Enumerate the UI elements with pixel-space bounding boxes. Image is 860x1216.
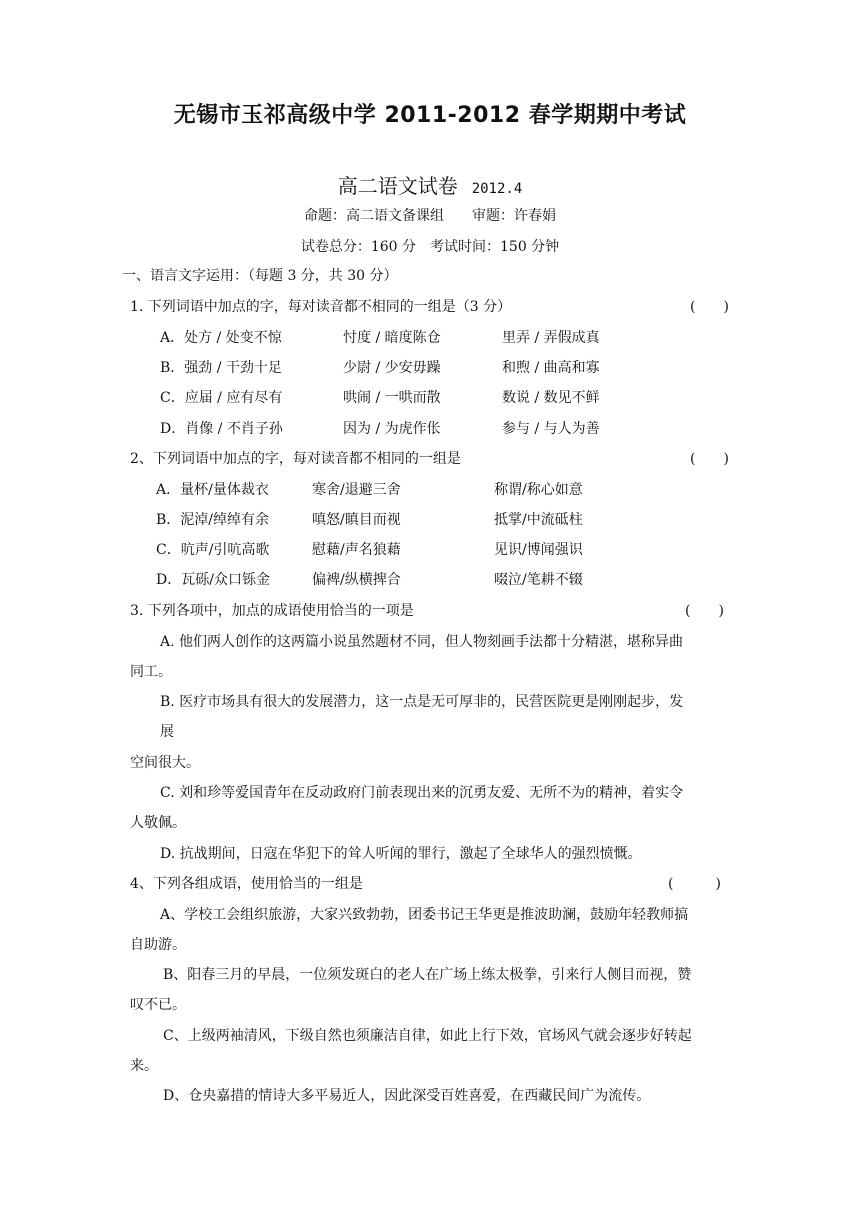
section-heading: 一、语言文字运用：（每题 3 分，共 30 分） [122,268,398,284]
question-2-stem: 2、下列词语中加点的字，每对读音都不相同的一组是 [130,451,461,467]
q1-option-d-1: D．肖像 / 不肖子孙 [160,421,283,437]
q2-option-c-2: 慰藉/声名狼藉 [312,542,401,558]
q2-option-c-3: 见识/博闻强识 [494,542,583,558]
authors-line: 命题：高二语文备课组 审题：许春娟 [304,208,556,224]
q3-option-d-line-1: D. 抗战期间，日寇在华犯下的耸人听闻的罪行，激起了全球华人的强烈愤慨。 [160,846,642,862]
q2-option-a-3: 称谓/称心如意 [494,482,583,498]
q4-option-a-line-1: A、学校工会组织旅游，大家兴致勃勃，团委书记王华更是推波助澜，鼓励年轻教师搞 [160,907,689,923]
q2-option-d-3: 啜泣/笔耕不辍 [494,572,583,588]
q4-option-d-line-1: D、仓央嘉措的情诗大多平易近人，因此深受百姓喜爱，在西藏民间广为流传。 [163,1088,651,1104]
q2-option-b-2: 嗔怒/瞋目而视 [312,512,401,528]
question-1-answer-blank: ( ) [690,299,729,315]
q1-option-b-3: 和煦 / 曲高和寡 [502,360,600,376]
q1-option-a-1: A．处方 / 处变不惊 [160,330,282,346]
q2-option-c-1: C．吭声/引吭高歌 [156,542,270,558]
q2-option-a-1: A．量杯/量体裁衣 [156,482,269,498]
q4-option-c-line-1: C、上级两袖清风，下级自然也须廉洁自律，如此上行下效，官场风气就会逐步好转起 [163,1028,692,1044]
q1-option-a-2: 忖度 / 暗度陈仓 [343,330,441,346]
q4-option-b-line-2: 叹不已。 [130,997,186,1013]
q3-option-a-line-1: A. 他们两人创作的这两篇小说虽然题材不同，但人物刻画手法都十分精湛，堪称异曲 [160,634,684,650]
paper-subtitle [0,170,860,199]
question-4-stem: 4、下列各组成语，使用恰当的一组是 [130,876,363,892]
q1-option-d-3: 参与 / 与人为善 [502,421,600,437]
q3-option-c-line-2: 人敬佩。 [130,815,186,831]
q2-option-a-2: 寒舍/退避三舍 [312,482,401,498]
q1-option-c-3: 数说 / 数见不鲜 [502,390,600,406]
q4-option-b-line-1: B、阳春三月的早晨，一位须发斑白的老人在广场上练太极拳，引来行人侧目而视，赞 [163,967,692,983]
q3-option-c-line-1: C. 刘和珍等爱国青年在反动政府门前表现出来的沉勇友爱、无所不为的精神，着实令 [160,785,684,801]
q3-option-b-line-1: B. 医疗市场具有很大的发展潜力，这一点是无可厚非的，民营医院更是刚刚起步，发 [160,694,684,710]
q1-option-c-2: 哄闹 / 一哄而散 [343,390,441,406]
q2-option-d-1: D．瓦砾/众口铄金 [156,572,270,588]
q1-option-a-3: 里弄 / 弄假成真 [502,330,600,346]
q1-option-c-1: C．应届 / 应有尽有 [160,390,283,406]
q2-option-d-2: 偏裨/纵横捭合 [312,572,401,588]
q3-option-b-line-2: 展 [160,724,174,740]
q3-option-a-line-2: 同工。 [130,664,172,680]
question-1-stem: 1. 下列词语中加点的字，每对读音都不相同的一组是（3 分） [130,299,512,315]
subtitle-text: 高二语文试卷 [337,174,458,198]
question-3-answer-blank: ( ) [685,603,724,619]
exam-info-line: 试卷总分：160 分 考试时间：150 分钟 [300,239,560,255]
q2-option-b-1: B．泥淖/绰绰有余 [156,512,270,528]
q4-option-c-line-2: 来。 [130,1058,158,1074]
question-4-answer-blank: ( ) [668,876,721,892]
q1-option-b-2: 少尉 / 少安毋躁 [343,360,441,376]
document-title: 无锡市玉祁高级中学 2011-2012 春学期期中考试 [173,103,687,128]
question-3-stem: 3. 下列各项中，加点的成语使用恰当的一项是 [130,603,414,619]
question-2-answer-blank: ( ) [690,451,729,467]
q4-option-a-line-2: 自助游。 [130,937,186,953]
q2-option-b-3: 抵掌/中流砥柱 [494,512,583,528]
q1-option-d-2: 因为 / 为虎作伥 [343,421,441,437]
q1-option-b-1: B．强劲 / 干劲十足 [160,360,282,376]
exam-date: 2012.4 [471,181,523,197]
q3-option-b-line-3: 空间很大。 [130,755,200,771]
